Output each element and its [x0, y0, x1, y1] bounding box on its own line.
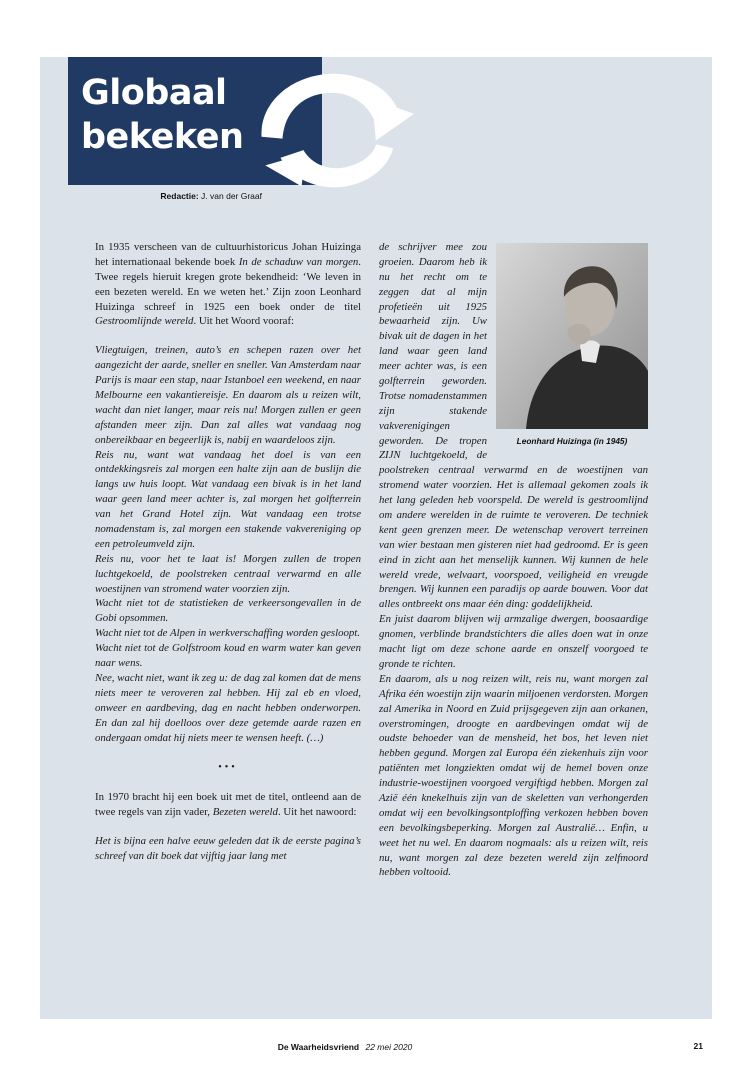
- paragraph: Reis nu, voor het te laat is! Morgen zullen de tropen luchtgekoeld, de poolstreken centraal verwarmd en alle woestijnen van stromend water voorzien zijn.: [95, 552, 361, 595]
- paragraph: de schrijver mee zou groeien. Daarom heb ik nu het recht om te zeggen dat al mijn profetieën uit 1925 bewaarheid zijn. Uw bivak uit de dagen in het land waar geen land meer achter was, is een golfterrein geworden. Trotse nomadenstammen zijn stakende vakverenigingen geworden. De tropen ZIJN luchtgekoeld, de poolstreken centraal verwarmd en de woestijnen van stromend water voorzien. Het is allemaal gekomen zoals ik het lang geleden heb voorspeld. De wereld is gestroomlijnd om andere werelden in de ruimte te veroveren. De techniek kent geen grenzen meer. De wetenschap verovert terreinen van wier bestaan men gisteren niet had gedroomd. Er is geen eind in zicht aan het menselijk kunnen. Wij kunnen de hele wereld vrede, welvaart, voorspoed, veiligheid en vreugde brengen. Wij kunnen een paradijs op aarde bouwen. Voor dat alles ontbreekt ons maar één ding: goddelijkheid.: [379, 241, 648, 611]
- byline-label: Redactie:: [160, 191, 199, 201]
- issue-date: 22 mei 2020: [365, 1042, 413, 1052]
- swoosh-arrow-icon: [252, 59, 414, 205]
- paragraph: En juist daarom blijven wij armzalige dwergen, boosaardige gnomen, verblinde brandstichters die alles doen wat in onze macht ligt om deze schone aarde en onszelf voorgoed te gronde te richten.: [379, 613, 648, 670]
- photo-caption: Leonhard Huizinga (in 1945): [516, 436, 628, 446]
- title-line-2: bekeken: [81, 116, 244, 157]
- page-number: 21: [693, 1041, 703, 1051]
- paragraph: Wacht niet tot de Golfstroom koud en warm water kan geven naar wens.: [95, 642, 361, 670]
- paragraph: Reis nu, want wat vandaag het doel is van een ontdekkingsreis zal morgen een halte zijn aan de buslijn die langs uw huis loopt. Wat vandaag een bivak is in het land waar geen land meer achter is, zal morgen het golfterrein van het Grand Hotel zijn. Wat vandaag een trotse nomadenstam is, zal morgen een stakende vakvereniging op een petroleumveld zijn.: [95, 448, 361, 550]
- paragraph: Wacht niet tot de Alpen in werkverschaffing worden gesloopt.: [95, 627, 360, 640]
- paragraph: Wacht niet tot de statistieken de verkeersongevallen in de Gobi opsommen.: [95, 597, 361, 625]
- paragraph: Vliegtuigen, treinen, auto’s en schepen razen over het aangezicht der aarde, sneller en sneller. Van Amsterdam naar Parijs is maar een stap, naar Istanboel een weekend, en naar Melbourne een vakantiereisje. En daarom als u reizen wilt, wacht dan niet langer, maar reis nu! Morgen zullen er geen afstanden meer zijn. Dan zal alles wat vandaag nog onbereikbaar en begeerlijk is, nabij en waardeloos zijn.: [95, 344, 361, 446]
- paragraph: En daarom, als u nog reizen wilt, reis nu, want morgen zal Afrika één woestijn zijn waarin miljoenen verdorsten. Morgen zal Amerika in Noord en Zuid prijsgegeven zijn aan orkanen, overstromingen, droogte en aardbevingen omdat wij de oudste behoeder van de mensheid, het bos, het leven niet hebben gegund. Morgen zal Europa één ziekenhuis zijn voor patiënten met longziekten omdat wij de hemel boven onze industrie-woestijnen voorgoed vergiftigd hebben. Morgen zal Azië één knekelhuis zijn van de skeletten van verhongerden omdat wij een bevolkingsontploffing verkozen hebben boven een bevolkingsbeperking. Morgen zal Australië… Enfin, u weet het nu wel. En daarom nogmaals: als u reizen wilt, reis nu, want morgen zal deze bezeten wereld zijn zelfmoord hebben voltooid.: [379, 672, 648, 879]
- paragraph: In 1970 bracht hij een boek uit met de titel, ontleend aan de twee regels van zijn vader, Bezeten wereld. Uit het nawoord:: [95, 791, 361, 819]
- paragraph: Nee, wacht niet, want ik zeg u: de dag zal komen dat de mens niets meer te veroveren zal hebben. Hij zal eb en vloed, onweer en aardbeving, dag en nacht hebben onderworpen. En dan zal hij doelloos over deze getemde aarde razen en ondergaan omdat hij niets meer te wensen heeft. (…): [95, 671, 361, 744]
- right-column: [379, 240, 648, 880]
- article-panel: [40, 57, 712, 1019]
- portrait-photo: [496, 243, 648, 429]
- title-line-1: Globaal: [81, 73, 227, 113]
- left-column: [95, 240, 361, 880]
- byline-name: J. van der Graaf: [198, 191, 262, 201]
- section-divider: •••: [218, 762, 238, 774]
- photo-figure: [496, 243, 648, 447]
- paragraph: In 1935 verscheen van de cultuurhistoricus Johan Huizinga het internationaal bekende boek In de schaduw van morgen. Twee regels hieruit kregen grote bekendheid: ‘We leven in een bezeten wereld. En we weten het.’ Zijn zoon Leonhard Huizinga schreef in 1925 een boek onder de titel Gestroomlijnde wereld. Uit het Woord vooraf:: [95, 241, 361, 328]
- paragraph: Het is bijna een halve eeuw geleden dat ik de eerste pagina’s schreef van dit boek dat vijftig jaar lang met: [95, 834, 361, 862]
- magazine-name: De Waarheidsvriend: [277, 1042, 360, 1052]
- page-footer: [0, 1042, 690, 1052]
- article-body: [95, 240, 648, 880]
- byline: [120, 191, 262, 201]
